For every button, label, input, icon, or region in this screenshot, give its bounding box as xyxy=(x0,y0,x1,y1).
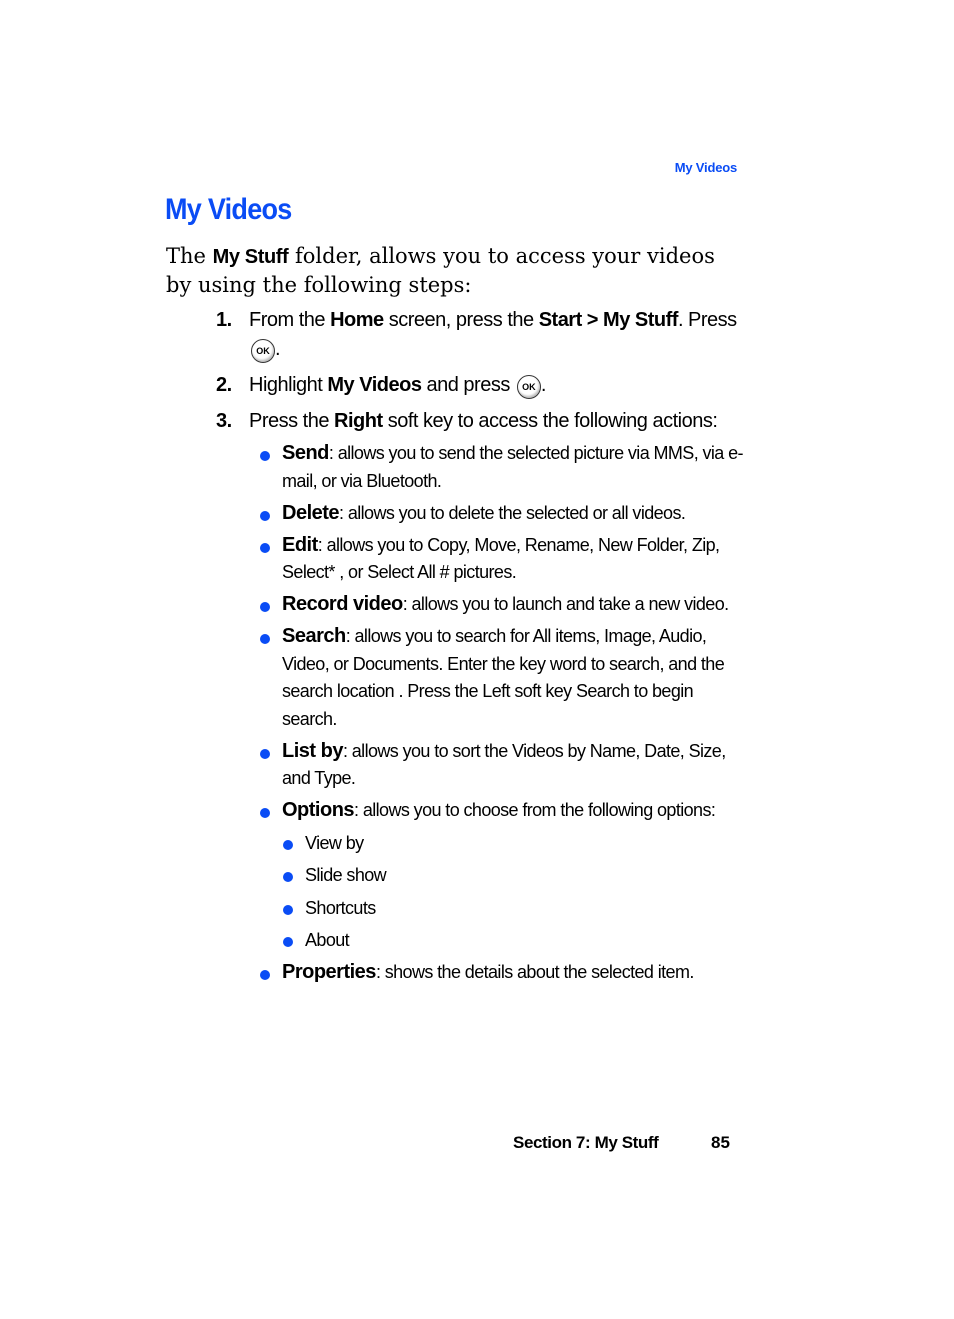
bullet-icon xyxy=(260,808,270,818)
action-label: Edit xyxy=(282,533,318,556)
actions-list xyxy=(258,440,748,991)
bullet-icon xyxy=(260,634,270,644)
option-label: Shortcuts xyxy=(305,897,376,918)
intro-text: folder, allows you to access your videos by using the following steps: xyxy=(166,244,715,297)
bullet-icon xyxy=(260,451,270,461)
bullet-icon xyxy=(260,749,270,759)
steps-list xyxy=(216,306,756,443)
action-item-record-video xyxy=(258,591,748,619)
action-item-properties xyxy=(258,959,748,987)
step-text: and press xyxy=(421,374,515,396)
option-label: Slide show xyxy=(305,865,387,885)
step-text: . Press xyxy=(677,309,737,331)
action-label: List by xyxy=(282,739,343,762)
footer-section: Section 7: My Stuff xyxy=(513,1133,659,1152)
action-label: Options xyxy=(282,799,355,821)
step-bold: Start > My Stuff xyxy=(538,309,678,331)
intro-bold: My Stuff xyxy=(212,246,289,268)
action-text: : allows you to launch and take a new video. xyxy=(402,594,729,614)
action-label: Properties xyxy=(282,960,376,983)
action-item-search xyxy=(258,623,748,733)
action-text: : allows you to send the selected picture via MMS, via e-mail, or via Bluetooth. xyxy=(282,443,743,491)
bullet-icon xyxy=(260,511,270,521)
action-text: : allows you to delete the selected or all videos. xyxy=(339,502,686,523)
bullet-icon xyxy=(283,937,293,947)
step-number: 1. xyxy=(216,309,232,331)
action-label: Delete xyxy=(282,501,340,524)
step-bold: Right xyxy=(334,410,383,432)
action-text: : shows the details about the selected item. xyxy=(375,961,694,982)
page-number: 85 xyxy=(711,1133,730,1152)
step-text: soft key to access the following actions: xyxy=(382,410,718,432)
action-text: : allows you to sort the Videos by Name, Date, Size, and Type. xyxy=(282,740,726,788)
action-item-delete xyxy=(258,500,748,528)
bullet-icon xyxy=(260,970,270,980)
bullet-icon xyxy=(260,543,270,553)
step-item xyxy=(216,407,756,436)
step-text: screen, press the xyxy=(383,309,539,331)
option-label: About xyxy=(305,930,350,950)
action-item-options xyxy=(258,797,748,954)
action-label: Send xyxy=(282,442,329,464)
option-shortcuts xyxy=(282,894,748,922)
ok-key-icon: OK xyxy=(517,375,541,399)
bullet-icon xyxy=(283,872,293,882)
step-text: From the xyxy=(249,309,331,331)
option-slide-show xyxy=(282,861,748,889)
step-number: 2. xyxy=(216,374,232,396)
intro-paragraph xyxy=(166,242,746,299)
step-bold: My Videos xyxy=(327,374,422,396)
ok-key-icon: OK xyxy=(251,339,275,363)
action-item-edit xyxy=(258,532,748,587)
bullet-icon xyxy=(260,602,270,612)
option-view-by xyxy=(282,829,748,857)
bullet-icon xyxy=(283,905,293,915)
action-text: : allows you to Copy, Move, Rename, New Folder, Zip, Select* , or Select All # pictures. xyxy=(282,534,720,582)
action-text: : allows you to search for All items, Image, Audio, Video, or Documents. Enter the key word to search, and the search location . Press the Left soft key Search to begin search. xyxy=(282,626,725,729)
step-item xyxy=(216,371,756,400)
option-label: View by xyxy=(305,832,364,853)
intro-text: The xyxy=(166,244,213,268)
options-sublist xyxy=(282,829,748,955)
action-item-send xyxy=(258,440,748,495)
step-text: Highlight xyxy=(249,374,328,396)
running-header: My Videos xyxy=(674,160,737,175)
step-number: 3. xyxy=(216,410,232,432)
step-text: Press the xyxy=(249,410,335,432)
bullet-icon xyxy=(283,840,293,850)
step-item xyxy=(216,306,756,364)
action-label: Search xyxy=(282,625,346,647)
action-text: : allows you to choose from the following options: xyxy=(354,800,716,820)
action-label: Record video xyxy=(282,593,403,615)
option-about xyxy=(282,926,748,954)
page-title: My Videos xyxy=(165,193,292,226)
action-item-list-by xyxy=(258,738,748,793)
step-bold: Home xyxy=(330,309,384,331)
step-text: . xyxy=(540,374,546,396)
step-text: . xyxy=(275,338,281,360)
